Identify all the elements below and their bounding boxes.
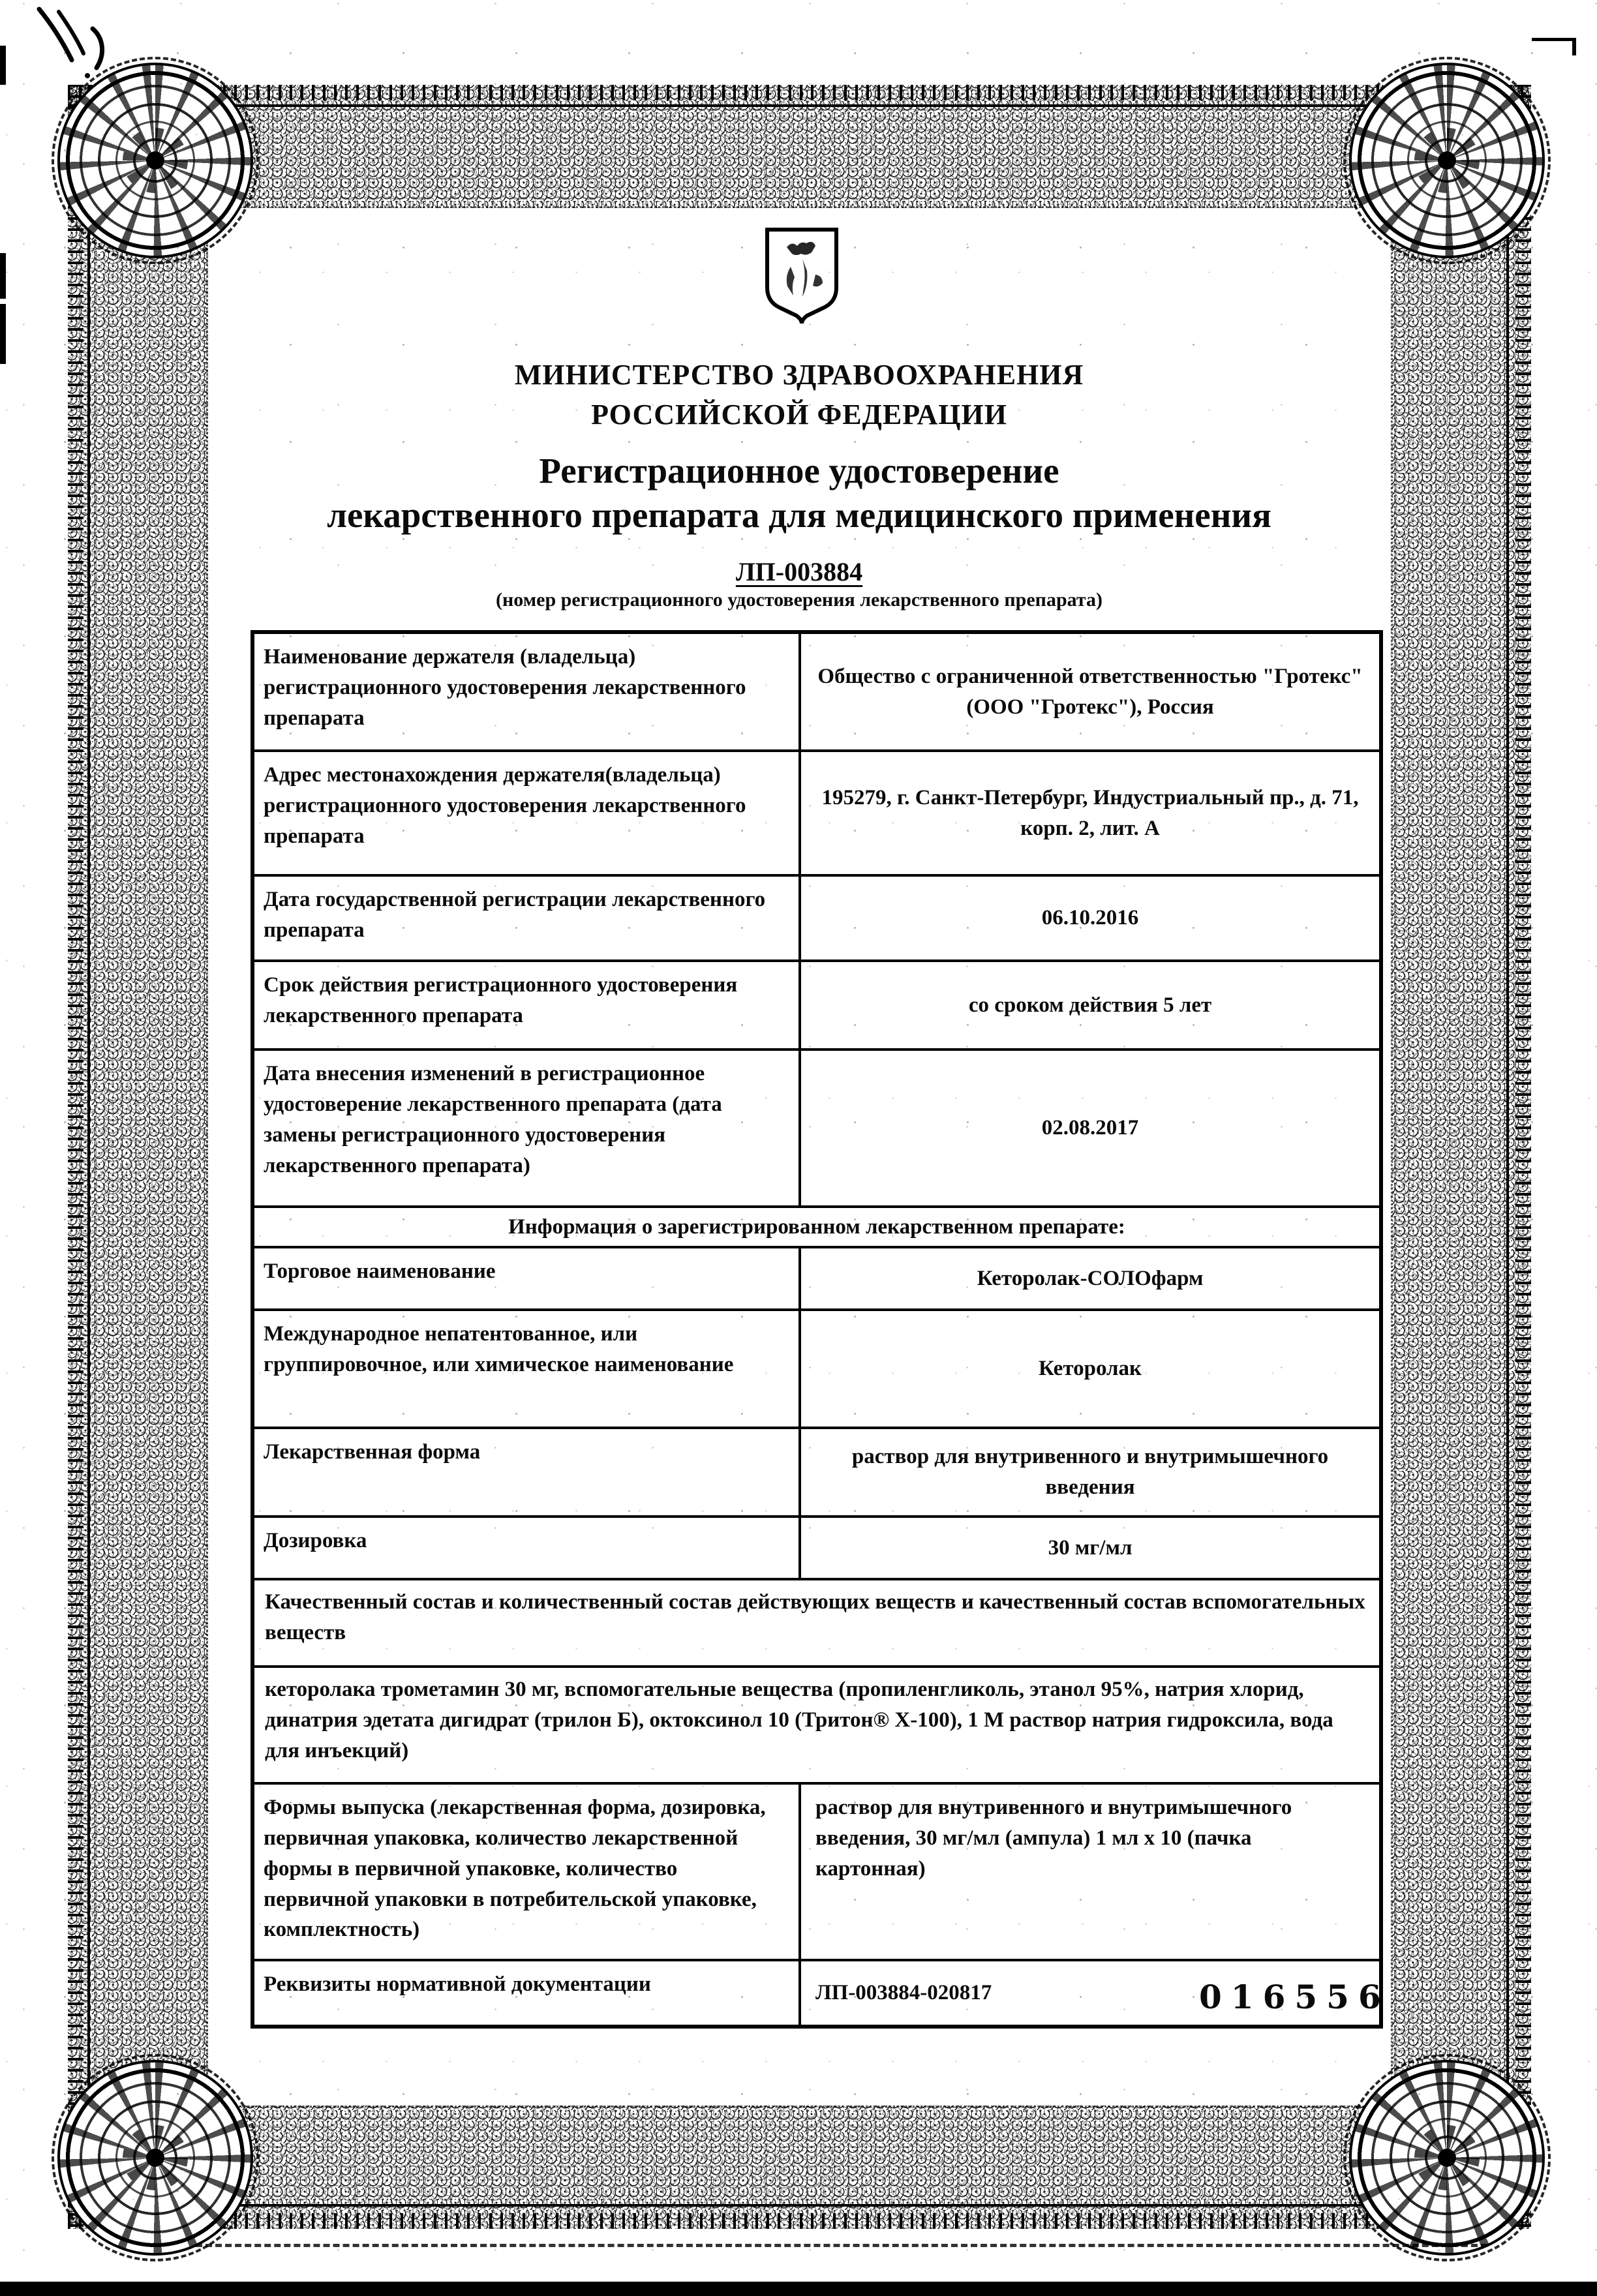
registration-corner-mark (1532, 38, 1576, 55)
table-row (252, 1247, 1381, 1310)
row-label-cell: Дозировка (252, 1517, 800, 1579)
row-label-cell: Дата государственной регистрации лекарственного препарата (252, 875, 800, 961)
row-value-cell: раствор для внутривенного и внутримышечного введения (800, 1428, 1381, 1517)
composition-heading-cell: Качественный состав и количественный состав действующих веществ и качественный состав вспомогательных веществ (252, 1579, 1381, 1667)
row-value-cell: Общество с ограниченной ответственностью "Гротекс" (ООО "Гротекс"), Россия (800, 632, 1381, 751)
serial-number-stamp: 016556 (1199, 1978, 1390, 2016)
ministry-name (215, 355, 1383, 434)
row-value-cell: 30 мг/мл (800, 1517, 1381, 1579)
frame-ornament-top (68, 85, 1529, 208)
scanner-edge-artifact (0, 46, 6, 85)
table-row (252, 751, 1381, 875)
corner-rosette-ornament (57, 2060, 253, 2256)
section-title-cell: Информация о зарегистрированном лекарственном препарате: (252, 1207, 1381, 1247)
row-value-cell: Кеторолак-СОЛОфарм (800, 1247, 1381, 1310)
scanner-edge-artifact (0, 253, 6, 299)
scanner-edge-artifact (0, 304, 6, 364)
row-label-cell: Реквизиты нормативной документации (252, 1960, 800, 2027)
table-row (252, 875, 1381, 961)
corner-rosette-ornament (1349, 63, 1545, 258)
corner-rosette-ornament (57, 63, 253, 258)
row-value-cell: ЛП-003884-020817 (800, 1960, 1381, 2027)
table-row (252, 1783, 1381, 1960)
frame-ornament-right (1391, 85, 1531, 2227)
registration-number-caption: (номер регистрационного удостоверения лекарственного препарата) (496, 589, 1103, 611)
table-section-row (252, 1579, 1381, 1667)
row-value-cell: Кеторолак (800, 1310, 1381, 1428)
table-section-row (252, 1207, 1381, 1247)
table-row (252, 961, 1381, 1050)
registration-table (251, 630, 1383, 2029)
table-row (252, 1310, 1381, 1428)
row-value-cell: 02.08.2017 (800, 1050, 1381, 1207)
row-label-cell: Формы выпуска (лекарственная форма, дозировка, первичная упаковка, количество лекарственной формы в первичной упаковке, количество первичной упаковки в потребительской упаковке, комплектность) (252, 1783, 800, 1960)
row-label-cell: Торговое наименование (252, 1247, 800, 1310)
row-label-cell: Дата внесения изменений в регистрационное удостоверение лекарственного препарата (дата замены регистрационного удостоверения лекарственного препарата) (252, 1050, 800, 1207)
ministry-line-1: МИНИСТЕРСТВО ЗДРАВООХРАНЕНИЯ (514, 359, 1084, 391)
document-title-line-1: Регистрационное удостоверение (539, 451, 1059, 491)
pen-mark (25, 1, 129, 86)
row-value-cell: раствор для внутривенного и внутримышечного введения, 30 мг/мл (ампула) 1 мл х 10 (пачка картонная) (800, 1783, 1381, 1960)
row-label-cell: Наименование держателя (владельца) регистрационного удостоверения лекарственного препарата (252, 632, 800, 751)
row-value-cell: 195279, г. Санкт-Петербург, Индустриальный пр., д. 71, корп. 2, лит. А (800, 751, 1381, 875)
table-row (252, 1050, 1381, 1207)
scanner-bottom-strip (0, 2282, 1597, 2296)
row-label-cell: Срок действия регистрационного удостоверения лекарственного препарата (252, 961, 800, 1050)
document-title (215, 449, 1383, 537)
row-label-cell: Лекарственная форма (252, 1428, 800, 1517)
russia-coat-of-arms-icon (761, 225, 843, 325)
table-row (252, 1517, 1381, 1579)
row-label-cell: Международное непатентованное, или группировочное, или химическое наименование (252, 1310, 800, 1428)
row-label-cell: Адрес местонахождения держателя(владельца) регистрационного удостоверения лекарственного препарата (252, 751, 800, 875)
row-value-cell: со сроком действия 5 лет (800, 961, 1381, 1050)
table-row (252, 1428, 1381, 1517)
row-value-cell: 06.10.2016 (800, 875, 1381, 961)
table-row (252, 632, 1381, 751)
frame-ornament-bottom (68, 2106, 1529, 2229)
bottom-rule-dashes (196, 2244, 1487, 2247)
composition-text-cell: кеторолака трометамин 30 мг, вспомогательные вещества (пропиленгликоль, этанол 95%, натрия хлорид, динатрия эдетата дигидрат (трилон Б), октоксинол 10 (Тритон® X-100), 1 М раствор натрия гидроксила, вода для инъекций) (252, 1667, 1381, 1783)
corner-rosette-ornament (1349, 2060, 1545, 2256)
ministry-line-2: РОССИЙСКОЙ ФЕДЕРАЦИИ (591, 398, 1007, 430)
table-section-row (252, 1667, 1381, 1783)
frame-ornament-left (68, 85, 208, 2227)
document-title-line-2: лекарственного препарата для медицинского применения (327, 495, 1271, 536)
registration-number: ЛП-003884 (735, 557, 863, 586)
